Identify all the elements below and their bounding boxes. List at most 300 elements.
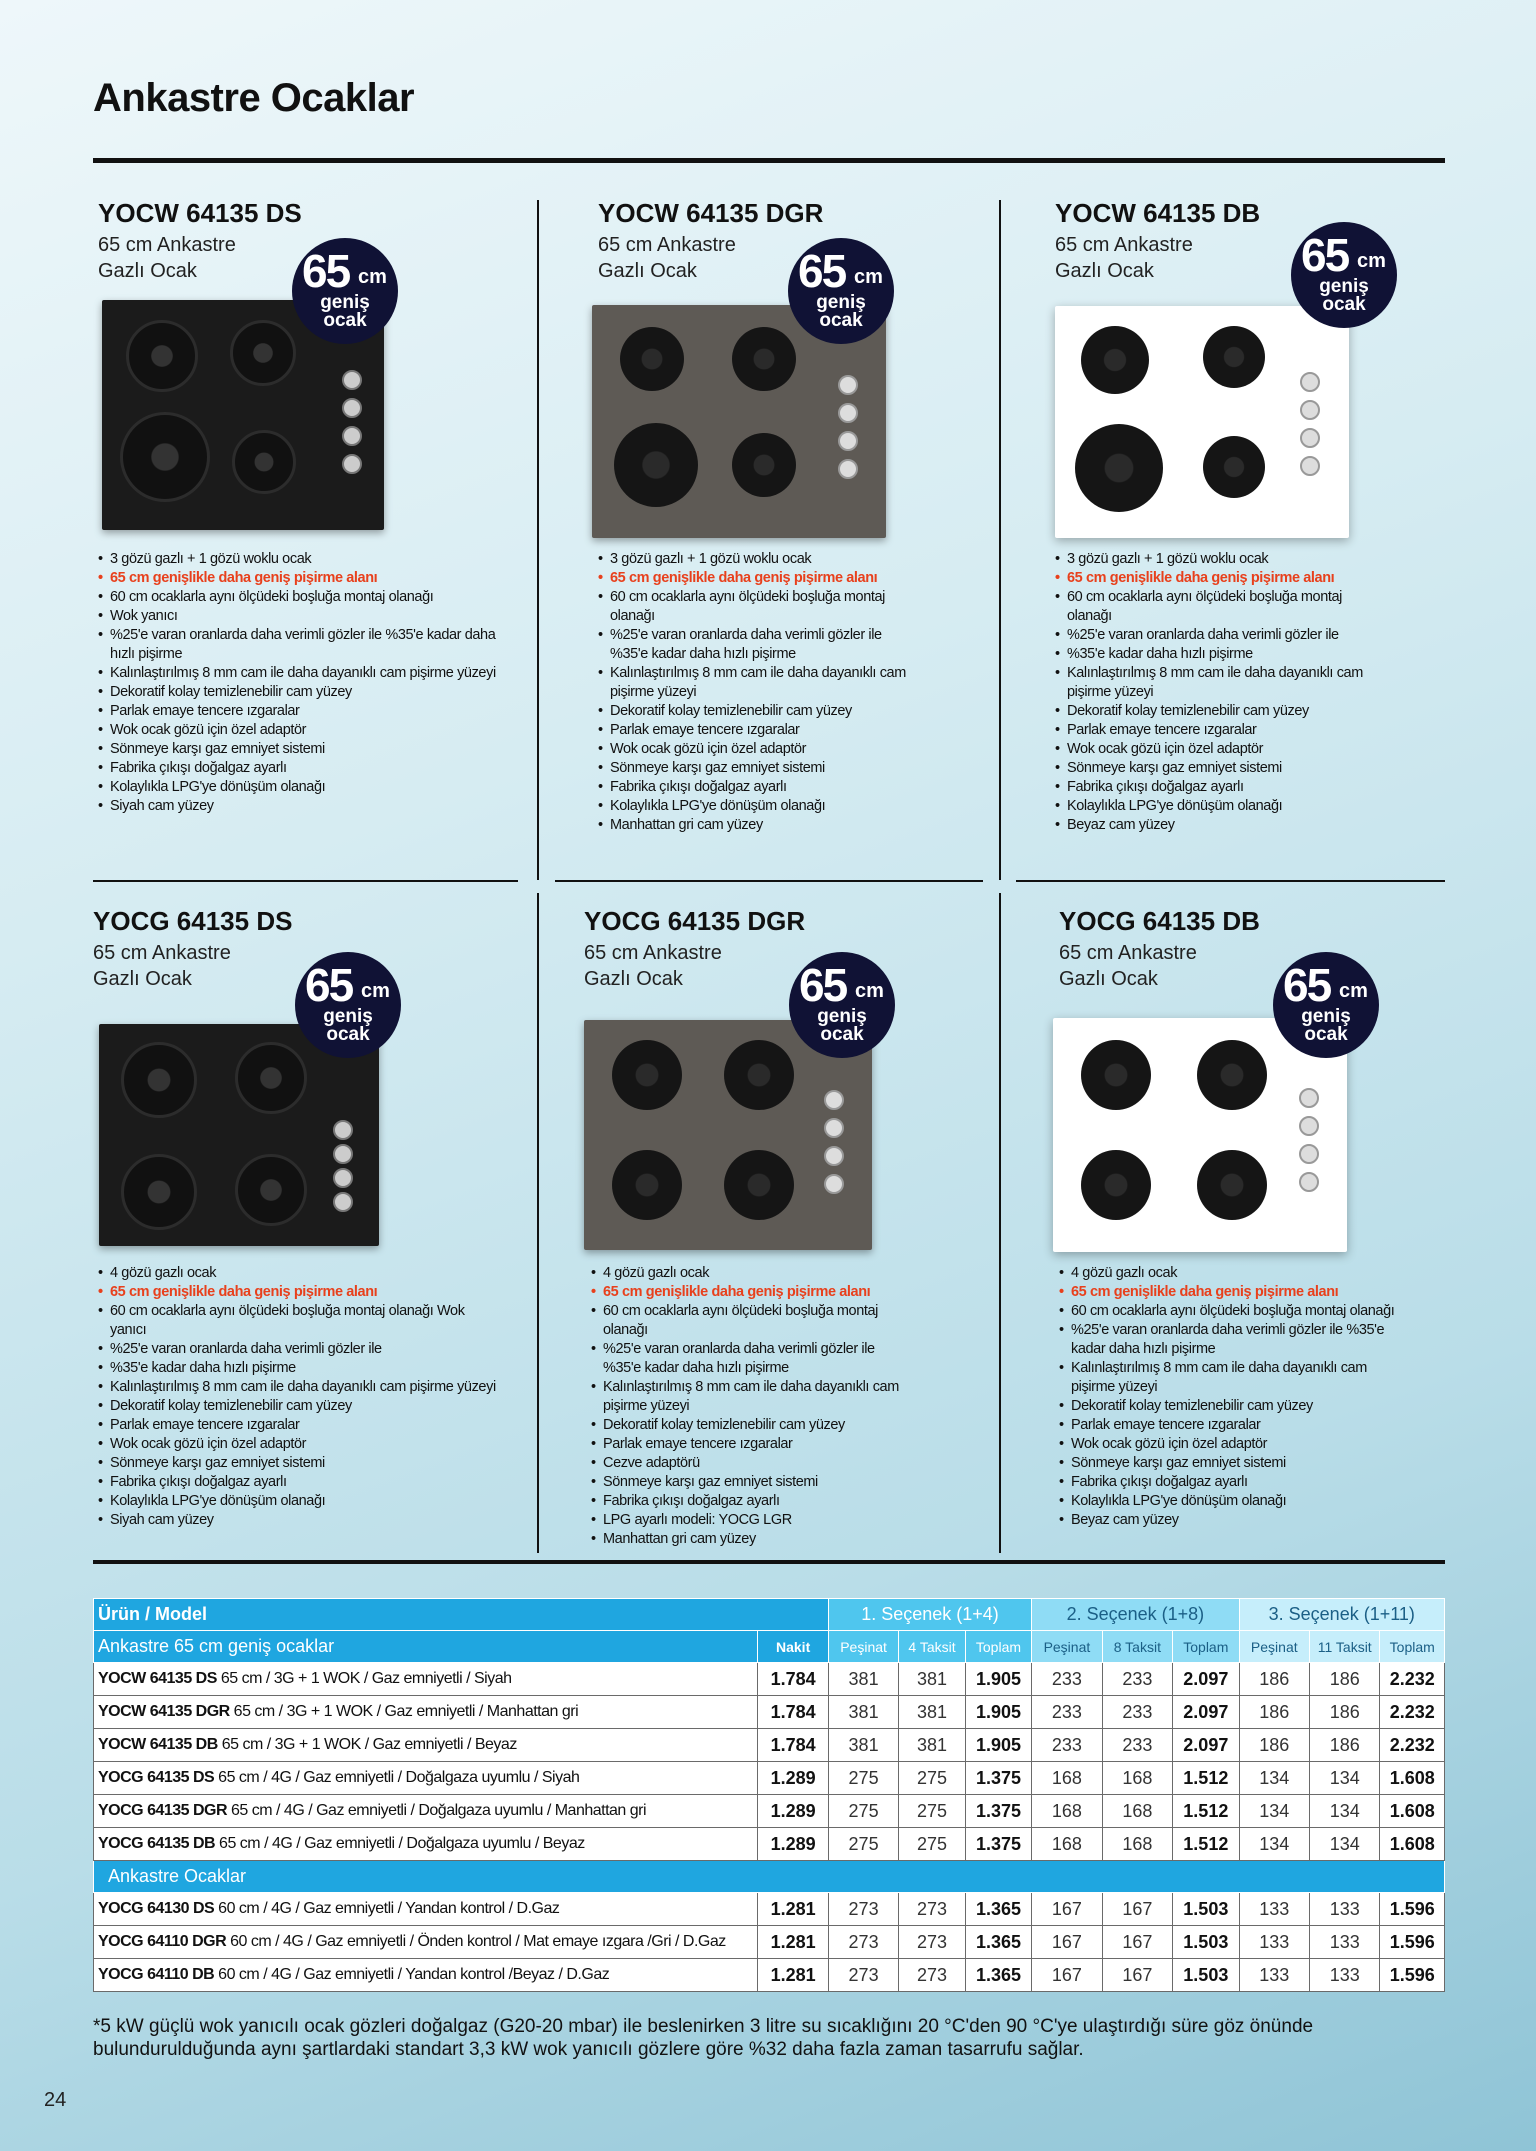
width-badge: 65 cm geniş ocak <box>1291 222 1397 328</box>
total-price-cell: 1.512 <box>1173 1828 1239 1861</box>
feature-item: • Kalınlaştırılmış 8 mm cam ile daha dayanıklı cam pişirme yüzeyi <box>98 1378 503 1397</box>
feature-item: • Parlak emaye tencere ızgaralar <box>598 721 908 740</box>
control-knob <box>1299 1116 1319 1136</box>
feature-item: • Dekoratif kolay temizlenebilir cam yüzey <box>591 1416 901 1435</box>
feature-item: • Wok yanıcı <box>98 607 503 626</box>
feature-item: • Manhattan gri cam yüzey <box>598 816 908 835</box>
product-model-cell: YOCG 64135 DGR <box>98 1802 228 1819</box>
total-price-cell: 1.608 <box>1380 1828 1445 1861</box>
top-rule <box>93 158 1445 163</box>
feature-list <box>1055 550 1385 835</box>
product-description-cell <box>94 1696 758 1729</box>
control-knob <box>1300 428 1320 448</box>
total-price-cell: 2.232 <box>1380 1663 1445 1696</box>
column-divider <box>999 893 1001 1553</box>
total-price-cell: 1.608 <box>1380 1795 1445 1828</box>
product-card <box>584 906 984 1556</box>
table-row <box>94 1893 1445 1926</box>
feature-list <box>591 1264 901 1549</box>
total-price-cell: 2.097 <box>1173 1663 1239 1696</box>
page-number: 24 <box>44 2089 67 2111</box>
feature-item: • Siyah cam yüzey <box>98 1511 503 1530</box>
feature-item: • Wok ocak gözü için özel adaptör <box>598 740 908 759</box>
row-divider <box>555 880 983 882</box>
product-model: YOCW 64135 DS <box>98 198 302 228</box>
page-title: Ankastre Ocaklar <box>93 76 415 120</box>
cash-price-cell: 1.784 <box>758 1663 828 1696</box>
control-knob <box>1299 1088 1319 1108</box>
installment-cell: 233 <box>1102 1663 1172 1696</box>
total-price-cell: 1.375 <box>965 1795 1031 1828</box>
burner <box>126 320 198 392</box>
control-knob <box>1299 1144 1319 1164</box>
table-row <box>94 1729 1445 1762</box>
control-knob <box>333 1192 353 1212</box>
feature-item: • Parlak emaye tencere ızgaralar <box>98 1416 503 1435</box>
feature-item-highlight: • 65 cm genişlikle daha geniş pişirme alanı <box>1059 1283 1399 1302</box>
feature-item: • Sönmeye karşı gaz emniyet sistemi <box>1059 1454 1399 1473</box>
installment-cell: 168 <box>1032 1762 1102 1795</box>
nakit-header: Nakit <box>758 1631 828 1663</box>
burner <box>121 1154 197 1230</box>
burner <box>1203 436 1265 498</box>
burner <box>1203 326 1265 388</box>
installment-cell: 134 <box>1310 1762 1380 1795</box>
product-card <box>93 906 523 1556</box>
installment-cell: 167 <box>1102 1893 1172 1926</box>
burner <box>1081 326 1149 394</box>
installment-cell: 186 <box>1239 1696 1309 1729</box>
installment-cell: 133 <box>1310 1959 1380 1992</box>
control-knob <box>824 1090 844 1110</box>
width-badge: 65 cm geniş ocak <box>295 952 401 1058</box>
installment-cell: 275 <box>828 1828 898 1861</box>
feature-item: • %25'e varan oranlarda daha verimli gözler ile <box>1055 626 1385 645</box>
burner <box>235 1154 307 1226</box>
control-knob <box>342 370 362 390</box>
feature-item: • %25'e varan oranlarda daha verimli gözler ile %35'e kadar daha hızlı pişirme <box>598 626 908 664</box>
product-model-cell: YOCW 64135 DB <box>98 1736 218 1753</box>
installment-cell: 381 <box>828 1696 898 1729</box>
feature-item: • %25'e varan oranlarda daha verimli gözler ile %35'e kadar daha hızlı pişirme <box>98 626 503 664</box>
feature-item: • 3 gözü gazlı + 1 gözü woklu ocak <box>598 550 908 569</box>
feature-item-highlight: • 65 cm genişlikle daha geniş pişirme alanı <box>591 1283 901 1302</box>
product-spec: 65 cm / 3G + 1 WOK / Gaz emniyetli / Beyaz <box>217 1736 517 1753</box>
product-subtitle: 65 cm Ankastre Gazlı Ocak <box>598 234 736 282</box>
feature-item-highlight: • 65 cm genişlikle daha geniş pişirme alanı <box>98 1283 503 1302</box>
product-subtitle: 65 cm Ankastre Gazlı Ocak <box>98 234 236 282</box>
cash-price-cell: 1.289 <box>758 1762 828 1795</box>
installment-cell: 186 <box>1310 1696 1380 1729</box>
control-knob <box>838 431 858 451</box>
feature-item: • 4 gözü gazlı ocak <box>98 1264 503 1283</box>
feature-item: • Parlak emaye tencere ızgaralar <box>1059 1416 1399 1435</box>
product-spec: 65 cm / 3G + 1 WOK / Gaz emniyetli / Siyah <box>216 1670 512 1687</box>
feature-item: • 4 gözü gazlı ocak <box>1059 1264 1399 1283</box>
installment-cell: 133 <box>1310 1926 1380 1959</box>
product-column-header: Ürün / Model <box>94 1599 829 1631</box>
option1-header: 1. Seçenek (1+4) <box>828 1599 1031 1631</box>
feature-item: • 3 gözü gazlı + 1 gözü woklu ocak <box>98 550 503 569</box>
feature-item: • %25'e varan oranlarda daha verimli gözler ile %35'e kadar daha hızlı pişirme <box>591 1340 901 1378</box>
total-price-cell: 1.503 <box>1173 1926 1239 1959</box>
feature-item: • Fabrika çıkışı doğalgaz ayarlı <box>98 1473 503 1492</box>
group-header: Ankastre Ocaklar <box>94 1861 1445 1893</box>
installment-cell: 167 <box>1032 1959 1102 1992</box>
product-model-cell: YOCG 64130 DS <box>98 1900 215 1917</box>
feature-item: • Fabrika çıkışı doğalgaz ayarlı <box>591 1492 901 1511</box>
feature-list <box>1059 1264 1399 1530</box>
total-price-cell: 2.232 <box>1380 1729 1445 1762</box>
feature-item: • Fabrika çıkışı doğalgaz ayarlı <box>98 759 503 778</box>
total-price-cell: 2.097 <box>1173 1729 1239 1762</box>
group2-header-row <box>94 1861 1445 1893</box>
column-divider <box>999 200 1001 880</box>
product-card <box>1055 198 1445 838</box>
width-badge: 65 cm geniş ocak <box>789 952 895 1058</box>
feature-item-highlight: • 65 cm genişlikle daha geniş pişirme alanı <box>98 569 503 588</box>
control-knob <box>838 459 858 479</box>
product-spec: 65 cm / 3G + 1 WOK / Gaz emniyetli / Manhattan gri <box>229 1703 579 1720</box>
total-price-cell: 1.905 <box>965 1663 1031 1696</box>
column-divider <box>537 893 539 1553</box>
burner <box>612 1040 682 1110</box>
column-header: Toplam <box>1173 1631 1239 1663</box>
burner <box>724 1040 794 1110</box>
installment-cell: 134 <box>1239 1762 1309 1795</box>
cash-price-cell: 1.289 <box>758 1795 828 1828</box>
bottom-rule <box>93 1560 1445 1564</box>
burner <box>732 433 796 497</box>
product-spec: 60 cm / 4G / Gaz emniyetli / Yandan kontrol / D.Gaz <box>214 1900 560 1917</box>
product-card <box>98 198 528 838</box>
installment-cell: 233 <box>1032 1663 1102 1696</box>
burner <box>620 327 684 391</box>
product-description-cell <box>94 1893 758 1926</box>
total-price-cell: 1.512 <box>1173 1795 1239 1828</box>
feature-item: • 60 cm ocaklarla aynı ölçüdeki boşluğa montaj olanağı <box>1059 1302 1399 1321</box>
total-price-cell: 1.905 <box>965 1696 1031 1729</box>
installment-cell: 275 <box>899 1762 965 1795</box>
control-knob <box>342 398 362 418</box>
control-knob <box>333 1144 353 1164</box>
feature-item: • Parlak emaye tencere ızgaralar <box>1055 721 1385 740</box>
feature-item: • Beyaz cam yüzey <box>1059 1511 1399 1530</box>
width-badge: 65 cm geniş ocak <box>1273 952 1379 1058</box>
feature-item: • Dekoratif kolay temizlenebilir cam yüzey <box>1055 702 1385 721</box>
installment-cell: 233 <box>1032 1729 1102 1762</box>
installment-cell: 273 <box>828 1926 898 1959</box>
feature-item: • Sönmeye karşı gaz emniyet sistemi <box>1055 759 1385 778</box>
table-row <box>94 1795 1445 1828</box>
total-price-cell: 1.608 <box>1380 1762 1445 1795</box>
installment-cell: 233 <box>1102 1696 1172 1729</box>
product-spec: 60 cm / 4G / Gaz emniyetli / Önden kontrol / Mat emaye ızgara /Gri / D.Gaz <box>226 1933 726 1950</box>
feature-item: • Kalınlaştırılmış 8 mm cam ile daha dayanıklı cam pişirme yüzeyi <box>591 1378 901 1416</box>
product-model-cell: YOCW 64135 DS <box>98 1670 217 1687</box>
installment-cell: 381 <box>828 1729 898 1762</box>
installment-cell: 167 <box>1102 1926 1172 1959</box>
feature-item: • Wok ocak gözü için özel adaptör <box>98 1435 503 1454</box>
feature-item: • 4 gözü gazlı ocak <box>591 1264 901 1283</box>
product-spec: 65 cm / 4G / Gaz emniyetli / Doğalgaza uyumlu / Siyah <box>214 1769 580 1786</box>
control-knob <box>1299 1172 1319 1192</box>
installment-cell: 273 <box>899 1959 965 1992</box>
feature-item: • Wok ocak gözü için özel adaptör <box>1055 740 1385 759</box>
installment-cell: 134 <box>1310 1828 1380 1861</box>
total-price-cell: 2.097 <box>1173 1696 1239 1729</box>
product-description-cell <box>94 1959 758 1992</box>
table-row <box>94 1959 1445 1992</box>
burner <box>1197 1150 1267 1220</box>
table-row <box>94 1696 1445 1729</box>
feature-list <box>98 1264 503 1530</box>
installment-cell: 133 <box>1239 1926 1309 1959</box>
burner <box>121 1042 197 1118</box>
row-divider <box>93 880 518 882</box>
product-model-cell: YOCW 64135 DGR <box>98 1703 230 1720</box>
installment-cell: 167 <box>1102 1959 1172 1992</box>
feature-item: • Parlak emaye tencere ızgaralar <box>98 702 503 721</box>
product-card <box>598 198 988 838</box>
installment-cell: 168 <box>1102 1762 1172 1795</box>
burner <box>120 412 210 502</box>
width-badge: 65 cm geniş ocak <box>788 238 894 344</box>
product-photo <box>1055 306 1349 538</box>
installment-cell: 134 <box>1239 1795 1309 1828</box>
installment-cell: 133 <box>1310 1893 1380 1926</box>
installment-cell: 133 <box>1239 1893 1309 1926</box>
feature-item: • 60 cm ocaklarla aynı ölçüdeki boşluğa montaj olanağı <box>1055 588 1385 626</box>
product-subtitle: 65 cm Ankastre Gazlı Ocak <box>1055 234 1193 282</box>
control-knob <box>1300 456 1320 476</box>
feature-item: • Fabrika çıkışı doğalgaz ayarlı <box>1055 778 1385 797</box>
installment-cell: 381 <box>899 1663 965 1696</box>
product-model: YOCW 64135 DGR <box>598 198 824 228</box>
control-knob <box>824 1118 844 1138</box>
installment-cell: 133 <box>1239 1959 1309 1992</box>
feature-item: • 3 gözü gazlı + 1 gözü woklu ocak <box>1055 550 1385 569</box>
feature-item: • Dekoratif kolay temizlenebilir cam yüzey <box>98 683 503 702</box>
installment-cell: 275 <box>828 1795 898 1828</box>
table-row <box>94 1663 1445 1696</box>
feature-item: • Siyah cam yüzey <box>98 797 503 816</box>
feature-item: • Kolaylıkla LPG'ye dönüşüm olanağı <box>1055 797 1385 816</box>
control-knob <box>1300 400 1320 420</box>
table-row <box>94 1926 1445 1959</box>
burner <box>1081 1150 1151 1220</box>
installment-cell: 381 <box>899 1729 965 1762</box>
feature-item: • 60 cm ocaklarla aynı ölçüdeki boşluğa montaj olanağı <box>598 588 908 626</box>
table-subheader-row <box>94 1631 1445 1663</box>
column-header: Toplam <box>965 1631 1031 1663</box>
burner <box>235 1042 307 1114</box>
column-header: Peşinat <box>1032 1631 1102 1663</box>
installment-cell: 381 <box>899 1696 965 1729</box>
burner <box>1081 1040 1151 1110</box>
option3-header: 3. Seçenek (1+11) <box>1239 1599 1444 1631</box>
installment-cell: 168 <box>1102 1828 1172 1861</box>
installment-cell: 134 <box>1239 1828 1309 1861</box>
feature-item: • 60 cm ocaklarla aynı ölçüdeki boşluğa montaj olanağı <box>591 1302 901 1340</box>
product-description-cell <box>94 1663 758 1696</box>
control-knob <box>342 426 362 446</box>
product-model: YOCG 64135 DB <box>1059 906 1260 936</box>
product-subtitle: 65 cm Ankastre Gazlı Ocak <box>93 942 231 990</box>
cash-price-cell: 1.784 <box>758 1696 828 1729</box>
feature-item: • LPG ayarlı modeli: YOCG LGR <box>591 1511 901 1530</box>
column-header: 8 Taksit <box>1102 1631 1172 1663</box>
feature-item: • %35'e kadar daha hızlı pişirme <box>98 1359 503 1378</box>
burner <box>1197 1040 1267 1110</box>
total-price-cell: 1.503 <box>1173 1959 1239 1992</box>
column-divider <box>537 200 539 880</box>
feature-item: • Parlak emaye tencere ızgaralar <box>591 1435 901 1454</box>
feature-item-highlight: • 65 cm genişlikle daha geniş pişirme alanı <box>598 569 908 588</box>
product-subtitle: 65 cm Ankastre Gazlı Ocak <box>1059 942 1197 990</box>
installment-cell: 233 <box>1102 1729 1172 1762</box>
burner <box>230 320 296 386</box>
feature-item: • Kalınlaştırılmış 8 mm cam ile daha dayanıklı cam pişirme yüzeyi <box>598 664 908 702</box>
feature-item: • Sönmeye karşı gaz emniyet sistemi <box>598 759 908 778</box>
total-price-cell: 1.365 <box>965 1926 1031 1959</box>
footnote: *5 kW güçlü wok yanıcılı ocak gözleri doğalgaz (G20-20 mbar) ile beslenirken 3 litre su sıcaklığını 20 °C'den 90 °C'ye ulaştırdığı süre göz önünde bulundurulduğunda aynı şartlardaki standart 3,3 kW wok yanıcılı gözlere göre %32 daha fazla zaman tasarrufu sağlar. <box>93 2016 1314 2060</box>
installment-cell: 273 <box>828 1959 898 1992</box>
feature-item: • Kalınlaştırılmış 8 mm cam ile daha dayanıklı cam pişirme yüzeyi <box>1059 1359 1399 1397</box>
control-knob <box>333 1168 353 1188</box>
installment-cell: 134 <box>1310 1795 1380 1828</box>
price-table <box>93 1598 1445 1992</box>
product-spec: 60 cm / 4G / Gaz emniyetli / Yandan kontrol /Beyaz / D.Gaz <box>214 1966 610 1983</box>
cash-price-cell: 1.281 <box>758 1926 828 1959</box>
total-price-cell: 1.365 <box>965 1959 1031 1992</box>
column-header: Peşinat <box>1239 1631 1309 1663</box>
installment-cell: 186 <box>1239 1663 1309 1696</box>
product-model: YOCW 64135 DB <box>1055 198 1261 228</box>
column-header: 11 Taksit <box>1310 1631 1380 1663</box>
product-description-cell <box>94 1729 758 1762</box>
product-spec: 65 cm / 4G / Gaz emniyetli / Doğalgaza uyumlu / Manhattan gri <box>227 1802 647 1819</box>
cash-price-cell: 1.289 <box>758 1828 828 1861</box>
feature-item: • %25'e varan oranlarda daha verimli gözler ile %35'e kadar daha hızlı pişirme <box>1059 1321 1399 1359</box>
feature-item-highlight: • 65 cm genişlikle daha geniş pişirme alanı <box>1055 569 1385 588</box>
row-divider <box>1016 880 1445 882</box>
product-description-cell <box>94 1828 758 1861</box>
feature-item: • Dekoratif kolay temizlenebilir cam yüzey <box>598 702 908 721</box>
feature-item: • Sönmeye karşı gaz emniyet sistemi <box>98 740 503 759</box>
width-badge: 65 cm geniş ocak <box>292 238 398 344</box>
total-price-cell: 1.503 <box>1173 1893 1239 1926</box>
installment-cell: 167 <box>1032 1926 1102 1959</box>
product-model-cell: YOCG 64110 DB <box>98 1966 215 1983</box>
total-price-cell: 1.375 <box>965 1762 1031 1795</box>
product-model-cell: YOCG 64135 DB <box>98 1835 216 1852</box>
control-knob <box>824 1146 844 1166</box>
installment-cell: 233 <box>1032 1696 1102 1729</box>
total-price-cell: 1.512 <box>1173 1762 1239 1795</box>
column-header: Peşinat <box>828 1631 898 1663</box>
product-photo <box>99 1024 379 1246</box>
installment-cell: 186 <box>1239 1729 1309 1762</box>
feature-item: • Kolaylıkla LPG'ye dönüşüm olanağı <box>1059 1492 1399 1511</box>
installment-cell: 275 <box>899 1795 965 1828</box>
cash-price-cell: 1.281 <box>758 1893 828 1926</box>
feature-item: • Sönmeye karşı gaz emniyet sistemi <box>591 1473 901 1492</box>
feature-item: • Dekoratif kolay temizlenebilir cam yüzey <box>98 1397 503 1416</box>
burner <box>724 1150 794 1220</box>
feature-item: • Kolaylıkla LPG'ye dönüşüm olanağı <box>98 778 503 797</box>
control-knob <box>838 403 858 423</box>
cash-price-cell: 1.784 <box>758 1729 828 1762</box>
total-price-cell: 1.365 <box>965 1893 1031 1926</box>
product-card <box>1059 906 1449 1556</box>
control-knob <box>838 375 858 395</box>
total-price-cell: 1.905 <box>965 1729 1031 1762</box>
burner <box>732 327 796 391</box>
feature-item: • Wok ocak gözü için özel adaptör <box>98 721 503 740</box>
product-description-cell <box>94 1926 758 1959</box>
product-model: YOCG 64135 DS <box>93 906 293 936</box>
burner <box>612 1150 682 1220</box>
feature-item: • Dekoratif kolay temizlenebilir cam yüzey <box>1059 1397 1399 1416</box>
column-header: Toplam <box>1380 1631 1445 1663</box>
burner <box>614 423 698 507</box>
total-price-cell: 2.232 <box>1380 1696 1445 1729</box>
column-header: 4 Taksit <box>899 1631 965 1663</box>
control-knob <box>824 1174 844 1194</box>
group1-body <box>94 1663 1445 1861</box>
burner <box>232 430 296 494</box>
feature-item: • %25'e varan oranlarda daha verimli gözler ile <box>98 1340 503 1359</box>
product-spec: 65 cm / 4G / Gaz emniyetli / Doğalgaza uyumlu / Beyaz <box>215 1835 585 1852</box>
feature-item: • 60 cm ocaklarla aynı ölçüdeki boşluğa montaj olanağı <box>98 588 503 607</box>
installment-cell: 275 <box>899 1828 965 1861</box>
installment-cell: 273 <box>899 1893 965 1926</box>
feature-item: • Fabrika çıkışı doğalgaz ayarlı <box>1059 1473 1399 1492</box>
feature-list <box>98 550 503 816</box>
installment-cell: 168 <box>1032 1828 1102 1861</box>
installment-cell: 168 <box>1102 1795 1172 1828</box>
product-model-cell: YOCG 64135 DS <box>98 1769 215 1786</box>
group2-body <box>94 1893 1445 1992</box>
total-price-cell: 1.596 <box>1380 1893 1445 1926</box>
total-price-cell: 1.596 <box>1380 1959 1445 1992</box>
feature-item: • Sönmeye karşı gaz emniyet sistemi <box>98 1454 503 1473</box>
feature-item: • %35'e kadar daha hızlı pişirme <box>1055 645 1385 664</box>
table-row <box>94 1762 1445 1795</box>
burner <box>1075 424 1163 512</box>
option2-header: 2. Seçenek (1+8) <box>1032 1599 1239 1631</box>
product-description-cell <box>94 1762 758 1795</box>
table-row <box>94 1828 1445 1861</box>
feature-item: • Cezve adaptörü <box>591 1454 901 1473</box>
feature-item: • Fabrika çıkışı doğalgaz ayarlı <box>598 778 908 797</box>
control-knob <box>333 1120 353 1140</box>
feature-item: • Kalınlaştırılmış 8 mm cam ile daha dayanıklı cam pişirme yüzeyi <box>98 664 503 683</box>
installment-cell: 168 <box>1032 1795 1102 1828</box>
product-model-cell: YOCG 64110 DGR <box>98 1933 227 1950</box>
feature-list <box>598 550 908 835</box>
total-price-cell: 1.596 <box>1380 1926 1445 1959</box>
feature-item: • Manhattan gri cam yüzey <box>591 1530 901 1549</box>
total-price-cell: 1.375 <box>965 1828 1031 1861</box>
installment-cell: 273 <box>828 1893 898 1926</box>
table-header-row <box>94 1599 1445 1631</box>
cash-price-cell: 1.281 <box>758 1959 828 1992</box>
installment-cell: 381 <box>828 1663 898 1696</box>
product-subtitle: 65 cm Ankastre Gazlı Ocak <box>584 942 722 990</box>
feature-item: • Kolaylıkla LPG'ye dönüşüm olanağı <box>98 1492 503 1511</box>
